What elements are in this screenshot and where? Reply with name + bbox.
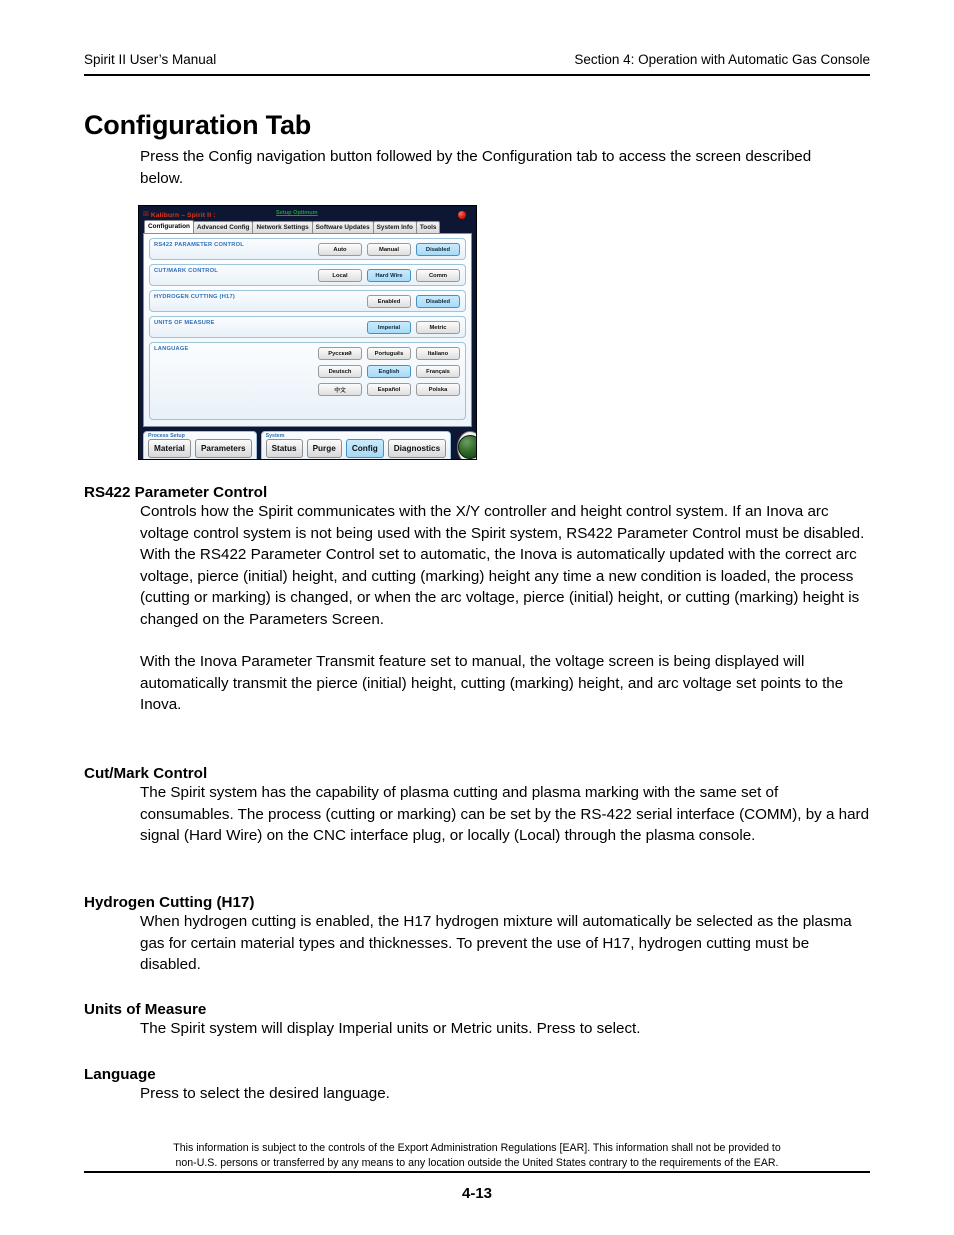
- section-body: [140, 1018, 874, 1040]
- console-navigation-bar: [143, 430, 472, 460]
- row-label-language: LANGUAGE: [154, 346, 189, 352]
- units-metric-button[interactable]: Metric: [416, 321, 460, 334]
- export-control-disclaimer: [84, 1141, 870, 1170]
- nav-group-label-process-setup: Process Setup: [148, 432, 185, 439]
- header-divider: [84, 74, 870, 76]
- header-left-text: Spirit II User’s Manual: [84, 52, 217, 67]
- nav-group-label-system: System: [265, 432, 285, 439]
- header-right-text: Section 4: Operation with Automatic Gas Console: [574, 52, 870, 67]
- language-french-button[interactable]: Français: [416, 365, 460, 378]
- units-imperial-button[interactable]: Imperial: [367, 321, 411, 334]
- language-english-button[interactable]: English: [367, 365, 411, 378]
- footer-divider: [84, 1171, 870, 1173]
- paragraph: The Spirit system has the capability of plasma cutting and plasma marking with the same set of consumables. The process (cutting or marking) can be set by the RS-422 serial interface (COMM), by a hard signal (Hard Wire) on the CNC interface plug, or locally (Local) through the plasma console.: [140, 784, 870, 844]
- tab-advanced-config[interactable]: Advanced Config: [193, 221, 254, 233]
- paragraph: Controls how the Spirit communicates with the X/Y controller and height control system. If an Inova arc voltage control system is not being used with the Spirit system, RS422 Parameter Control must be disabled. With the RS422 Parameter Control set to automatic, the Inova is automatically updated with the correct arc voltage, pierce (initial) height, and cutting (marking) height any time a new condition is loaded, the process (cutting or marking) is changed, or when the arc voltage, pierce (initial) height, or cutting (marking) height is changed on the Parameters Screen.: [140, 503, 865, 628]
- nav-material-button[interactable]: Material: [148, 439, 191, 458]
- nav-config-button[interactable]: Config: [346, 439, 384, 458]
- section-hydrogen-cutting: [84, 894, 874, 976]
- cut-mark-comm-button[interactable]: Comm: [416, 269, 460, 282]
- nav-group-system: [261, 431, 452, 461]
- tab-tools[interactable]: Tools: [416, 221, 441, 233]
- language-italian-button[interactable]: Italiano: [416, 347, 460, 360]
- cut-mark-local-button[interactable]: Local: [318, 269, 362, 282]
- language-button-grid: [318, 347, 460, 396]
- nav-purge-button[interactable]: Purge: [307, 439, 342, 458]
- tab-software-updates[interactable]: Software Updates: [312, 221, 374, 233]
- cut-mark-hard-wire-button[interactable]: Hard Wire: [367, 269, 411, 282]
- section-body: [140, 911, 874, 976]
- language-portuguese-button[interactable]: Português: [367, 347, 411, 360]
- language-german-button[interactable]: Deutsch: [318, 365, 362, 378]
- hydrogen-disabled-button[interactable]: Disabled: [416, 295, 460, 308]
- section-body: [140, 1083, 874, 1105]
- row-buttons-units: [367, 321, 460, 334]
- setup-optimum-link[interactable]: Setup Optimum: [276, 210, 318, 216]
- disclaimer-line-1: This information is subject to the controls of the Export Administration Regulations [EAR]. This information shall not be provided to: [173, 1142, 781, 1154]
- paragraph: With the Inova Parameter Transmit feature set to manual, the voltage screen is being displayed will automatically transmit the pierce (initial) height, cutting (marking) height, and arc voltage set points to the Inova.: [140, 653, 844, 713]
- tab-network-settings[interactable]: Network Settings: [252, 221, 312, 233]
- rs422-auto-button[interactable]: Auto: [318, 243, 362, 256]
- status-led-icon: [458, 211, 466, 219]
- row-buttons-rs422: [318, 243, 460, 256]
- tab-system-info[interactable]: System Info: [373, 221, 417, 233]
- paragraph: The Spirit system will display Imperial units or Metric units. Press to select.: [140, 1020, 641, 1037]
- intro-paragraph: Press the Config navigation button followed by the Configuration tab to access the screen described below.: [140, 148, 812, 187]
- section-units-of-measure: [84, 1001, 874, 1040]
- row-label-units: UNITS OF MEASURE: [154, 320, 215, 326]
- emergency-stop-button[interactable]: [457, 431, 477, 461]
- section-heading: Units of Measure: [84, 1001, 207, 1018]
- section-heading: Hydrogen Cutting (H17): [84, 894, 255, 911]
- section-heading: Cut/Mark Control: [84, 765, 208, 782]
- page-title: Configuration Tab: [84, 110, 312, 140]
- setting-row-language: [149, 342, 466, 420]
- row-buttons-hydrogen: [367, 295, 460, 308]
- section-body: [140, 501, 874, 716]
- configuration-panel: [143, 233, 472, 427]
- language-spanish-button[interactable]: Español: [367, 383, 411, 396]
- setting-row-rs422-parameter-control: [149, 238, 466, 260]
- nav-diagnostics-button[interactable]: Diagnostics: [388, 439, 446, 458]
- rs422-disabled-button[interactable]: Disabled: [416, 243, 460, 256]
- paragraph: Press to select the desired language.: [140, 1085, 390, 1102]
- language-russian-button[interactable]: Русский: [318, 347, 362, 360]
- running-header: [84, 52, 870, 67]
- row-label-hydrogen: HYDROGEN CUTTING (H17): [154, 294, 236, 300]
- row-buttons-cut-mark: [318, 269, 460, 282]
- nav-parameters-button[interactable]: Parameters: [195, 439, 252, 458]
- nav-status-button[interactable]: Status: [266, 439, 303, 458]
- console-tab-strip: [143, 221, 472, 233]
- emergency-stop-lamp-icon: [458, 435, 477, 459]
- language-chinese-button[interactable]: 中文: [318, 383, 362, 396]
- section-heading: RS422 Parameter Control: [84, 484, 268, 501]
- language-polish-button[interactable]: Polska: [416, 383, 460, 396]
- row-label-cut-mark: CUT/MARK CONTROL: [154, 268, 219, 274]
- page-number: 4-13: [461, 1185, 493, 1202]
- setting-row-units-of-measure: [149, 316, 466, 338]
- row-label-rs422: RS422 PARAMETER CONTROL: [154, 242, 245, 248]
- setting-row-hydrogen-cutting: [149, 290, 466, 312]
- paragraph: When hydrogen cutting is enabled, the H17 hydrogen mixture will automatically be selected as the plasma gas for certain material types and thicknesses. To prevent the use of H17, hydrogen cutting must be disabled.: [140, 913, 852, 973]
- section-cut-mark-control: [84, 765, 874, 847]
- app-logo-icon: ☒: [143, 210, 149, 218]
- disclaimer-line-2: non-U.S. persons or transferred by any means to any location outside the United States contrary to the requirements of the EAR.: [175, 1156, 779, 1169]
- hydrogen-enabled-button[interactable]: Enabled: [367, 295, 411, 308]
- section-language: [84, 1066, 874, 1105]
- section-rs422-parameter-control: [84, 484, 874, 716]
- tab-configuration[interactable]: Configuration: [144, 220, 194, 233]
- console-app-title: Kaliburn – Spirit II :: [150, 211, 216, 219]
- console-screenshot: [138, 205, 477, 460]
- nav-group-process-setup: [143, 431, 257, 461]
- setting-row-cut-mark-control: [149, 264, 466, 286]
- rs422-manual-button[interactable]: Manual: [367, 243, 411, 256]
- section-body: [140, 782, 874, 847]
- section-heading: Language: [84, 1066, 156, 1083]
